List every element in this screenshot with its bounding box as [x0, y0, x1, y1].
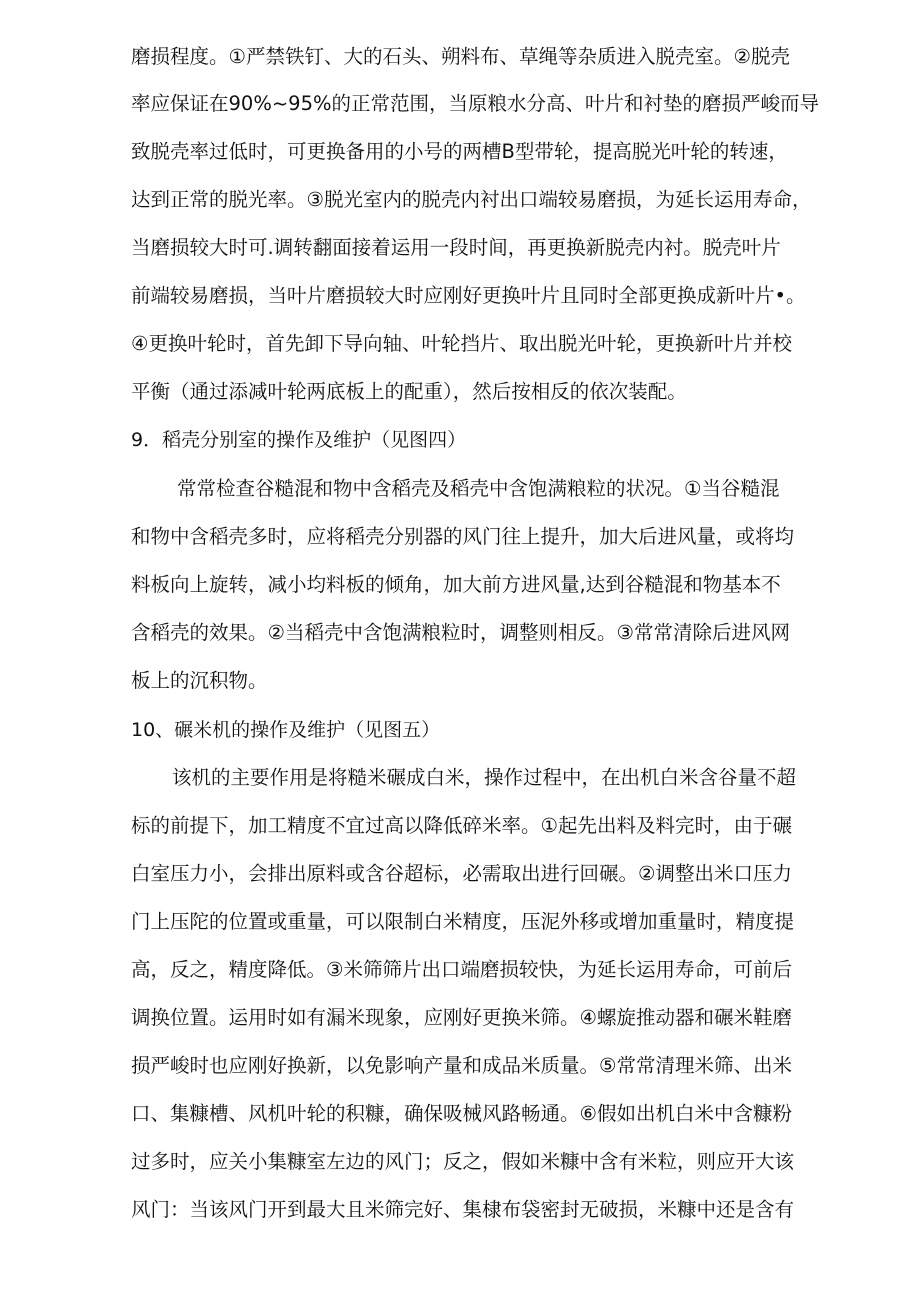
paragraph-line: 门上压陀的位置或重量，可以限制白米精度，压泥外移或增加重量时，精度提	[131, 910, 795, 933]
paragraph-line: 高，反之，精度降低。③米筛筛片出口端磨损较快，为延长运用寿命，可前后	[131, 958, 792, 981]
paragraph-line: 常常检查谷糙混和物中含稻壳及稻壳中含饱满粮粒的状况。①当谷糙混	[177, 477, 780, 500]
paragraph-line: 致脱壳率过低时，可更换备用的小号的两槽B型带轮，提高脱光叶轮的转速，	[131, 140, 788, 163]
paragraph-line: 料板向上旋转，减小均料板的倾角，加大前方进风量,达到谷糙混和物基本不	[131, 573, 781, 596]
paragraph-line: 该机的主要作用是将糙米碾成白米，操作过程中，在出机白米含谷量不超	[172, 766, 797, 789]
paragraph-line: 损严峻时也应刚好换新，以免影响产量和成品米质量。⑤常常清理米筛、出米	[131, 1054, 792, 1077]
paragraph-line: ④更换叶轮时，首先卸下导向轴、叶轮挡片、取出脱光叶轮，更换新叶片并校	[131, 332, 792, 355]
paragraph-line: 含稻壳的效果。②当稻壳中含饱满粮粒时，调整则相反。③常常清除后进风网	[131, 621, 790, 644]
paragraph-line: 风门：当该风门开到最大且米筛完好、集棣布袋密封无破损，米糠中还是含有	[131, 1198, 795, 1221]
paragraph-line: 调换位置。运用时如有漏米现象，应刚好更换米筛。④螺旋推动器和碾米鞋磨	[131, 1006, 792, 1029]
paragraph-line: 率应保证在90%~95%的正常范围，当原粮水分高、叶片和衬垫的磨损严峻而导	[131, 92, 820, 115]
paragraph-line: 磨损程度。①严禁铁钉、大的石头、朔料布、草绳等杂质进入脱壳室。②脱壳	[131, 45, 790, 68]
paragraph-line: 板上的沉积物。	[131, 669, 268, 692]
section-heading: 10、碾米机的操作及维护（见图五）	[131, 719, 441, 741]
paragraph-line: 口、集糠槽、风机叶轮的积糠，确保吸械风路畅通。⑥假如出机白米中含糠粉	[131, 1102, 792, 1125]
section-heading: 9．稻壳分别室的操作及维护（见图四）	[131, 429, 467, 451]
paragraph-line: 和物中含稻壳多时，应将稻壳分别器的风门往上提升，加大后进风量，或将均	[131, 525, 795, 548]
paragraph-line: 过多时，应关小集糠室左边的风门；反之，假如米糠中含有米粒，则应开大该	[131, 1150, 795, 1173]
paragraph-line: 当磨损较大时可.调转翻面接着运用一段时间，再更换新脱壳内衬。脱壳叶片	[131, 236, 781, 259]
paragraph-line: 白室压力小，会排出原料或含谷超标，必需取出进行回碾。②调整出米口压力	[131, 862, 792, 885]
paragraph-line: 标的前提下，加工精度不宜过高以降低碎米率。①起先出料及料完时，由于碾	[131, 814, 792, 837]
paragraph-line: 前端较易磨损，当叶片磨损较大时应刚好更换叶片且同时全部更换成新叶片•。	[131, 284, 806, 307]
paragraph-line: 平衡（通过添减叶轮两底板上的配重），然后按相反的依次装配。	[131, 380, 687, 403]
paragraph-line: 达到正常的脱光率。③脱光室内的脱壳内衬出口端较易磨损，为延长运用寿命，	[131, 188, 812, 211]
